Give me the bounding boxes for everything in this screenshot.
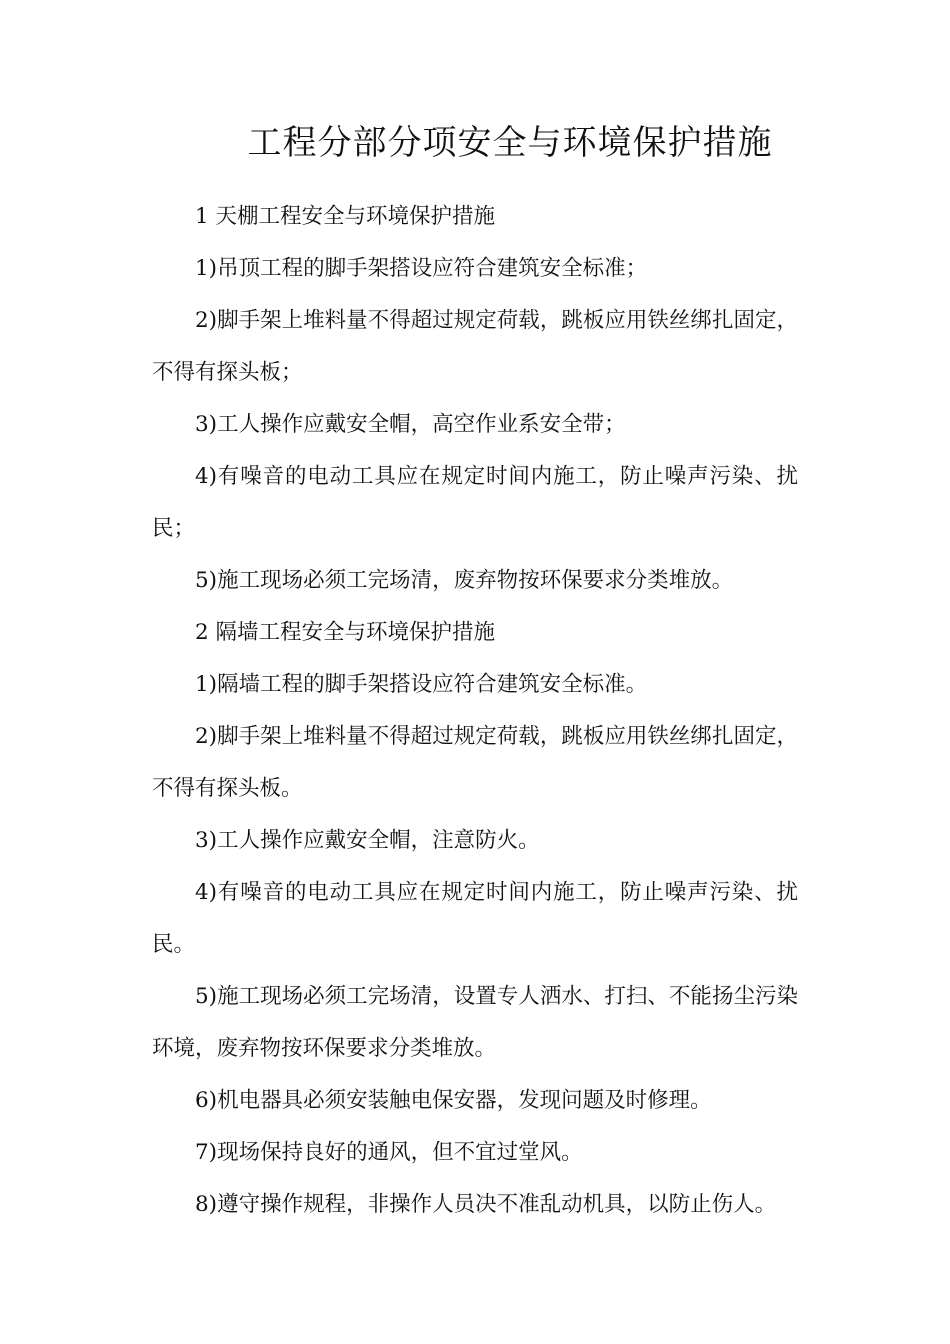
document-body (152, 191, 798, 1231)
paragraph: 5)施工现场必须工完场清，设置专人洒水、打扫、不能扬尘污染环境，废弃物按环保要求分类堆放。 (152, 984, 798, 1061)
paragraph: 2)脚手架上堆料量不得超过规定荷载，跳板应用铁丝绑扎固定，不得有探头板。 (152, 724, 798, 801)
paragraph: 3)工人操作应戴安全帽，高空作业系安全带； (195, 412, 626, 437)
paragraph: 6)机电器具必须安装触电保安器，发现问题及时修理。 (195, 1088, 712, 1113)
paragraph: 1)吊顶工程的脚手架搭设应符合建筑安全标准； (195, 256, 648, 281)
paragraph: 4)有噪音的电动工具应在规定时间内施工，防止噪声污染、扰民。 (152, 880, 798, 957)
paragraph: 2)脚手架上堆料量不得超过规定荷载，跳板应用铁丝绑扎固定，不得有探头板； (152, 308, 798, 385)
paragraph: 3)工人操作应戴安全帽，注意防火。 (195, 828, 540, 853)
paragraph: 7)现场保持良好的通风，但不宜过堂风。 (195, 1140, 583, 1165)
section-heading-partition: 2 隔墙工程安全与环境保护措施 (195, 620, 496, 645)
paragraph: 8)遵守操作规程，非操作人员决不准乱动机具，以防止伤人。 (195, 1192, 777, 1217)
paragraph: 5)施工现场必须工完场清，废弃物按环保要求分类堆放。 (195, 568, 734, 593)
paragraph: 1)隔墙工程的脚手架搭设应符合建筑安全标准。 (195, 672, 648, 697)
paragraph: 4)有噪音的电动工具应在规定时间内施工，防止噪声污染、扰民； (152, 464, 798, 541)
section-heading-ceiling: 1 天棚工程安全与环境保护措施 (195, 204, 496, 229)
document-title: 工程分部分项安全与环境保护措施 (247, 123, 773, 163)
